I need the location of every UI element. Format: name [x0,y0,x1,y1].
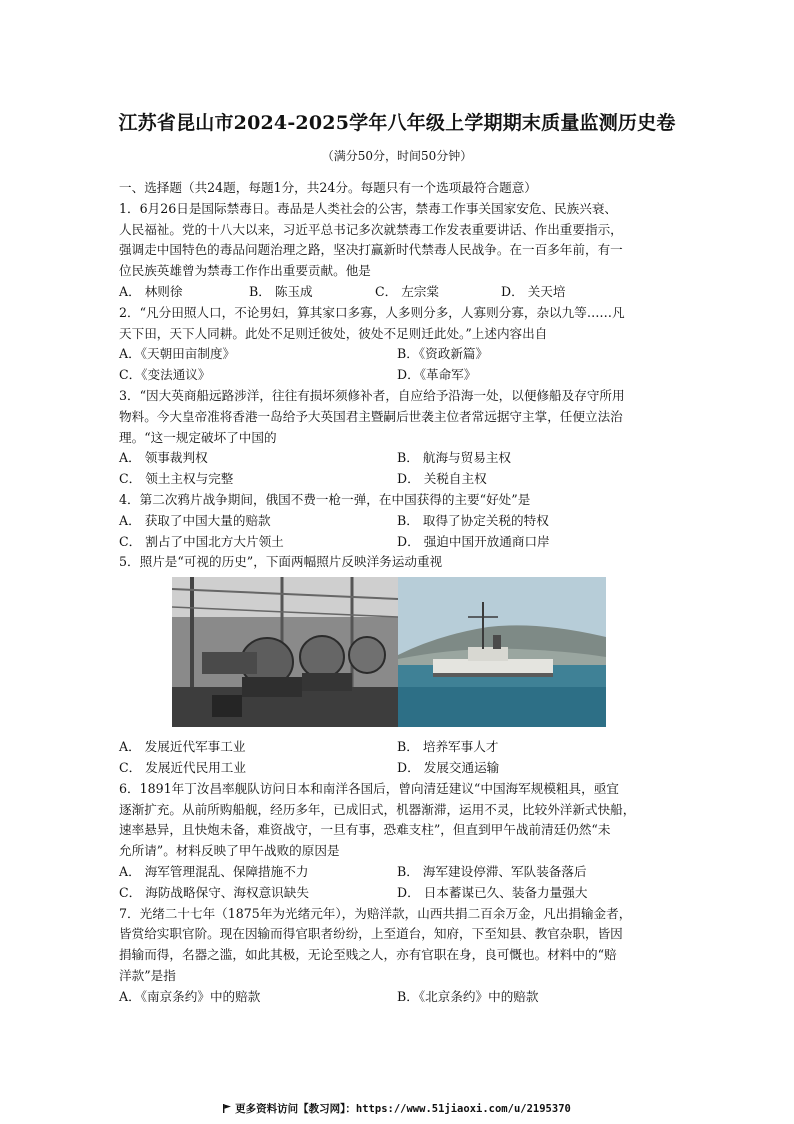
option-c: C．《变法通议》 [119,367,211,383]
option-d: D． 强迫中国开放通商口岸 [397,533,550,549]
options-row [119,448,679,469]
options-row [119,344,679,365]
question-3 [119,386,679,490]
question-text-line: 洋款”是指 [119,967,176,983]
page-subtitle: （满分50分，时间50分钟） [321,149,473,163]
question-text-line: 位民族英雄曾为禁毒工作作出重要贡献。他是 [119,263,371,279]
option-d: D．《革命军》 [397,367,477,383]
question-7 [119,904,679,1008]
question-1 [119,199,679,303]
options-row [119,365,679,386]
flag-icon [223,1104,231,1113]
page-title: 江苏省昆山市2024-2025学年八年级上学期期末质量监测历史卷 [118,112,676,134]
options-row [119,883,679,904]
option-c: C． 海防战略保守、海权意识缺失 [119,884,309,900]
question-text-line: 允所请”。材料反映了甲午战败的原因是 [119,843,340,859]
options-row [119,737,679,758]
question-text-line: 4．第二次鸦片战争期间，俄国不费一枪一弹，在中国获得的主要“好处”是 [119,491,531,507]
option-d: D． 关税自主权 [397,471,487,487]
section-heading: 一、选择题（共24题，每题1分，共24分。每题只有一个选项最符合题意） [119,180,537,195]
option-a: A．《南京条约》中的赔款 [119,988,261,1004]
question-text-line: 人民福祉。党的十八大以来，习近平总书记多次就禁毒工作发表重要讲话、作出重要指示， [119,221,623,237]
warship-illustration [398,577,606,727]
options-row [119,282,679,303]
arsenal-workshop-illustration [172,577,398,727]
question-text-line: 3．“因大英商船远路涉洋，往往有损坏须修补者，自应给予沿海一处，以便修船及存守所用 [119,387,625,403]
options-row [119,511,679,532]
question-text-line: 物料。今大皇帝准将香港一岛给予大英国君主暨嗣后世袭主位者常远据守主掌，任便立法治 [119,408,623,424]
question-text-line: 捐输而得，名器之滥，如此其极，无论至贱之人，亦有官职在身，良可慨也。材料中的“赔 [119,947,617,963]
exam-body [119,178,679,1008]
option-a: A． 林则徐 [119,283,183,299]
question-text-line: 逐渐扩充。从前所购船舰，经历多年，已成旧式，机器渐滞，运用不灵，比较外洋新式快船， [119,801,636,817]
options-row [119,862,679,883]
option-a: A．《天朝田亩制度》 [119,346,236,362]
option-c: C． 割占了中国北方大片领土 [119,533,284,549]
options-row [119,987,679,1008]
question-text-line: 1．6月26日是国际禁毒日。毒品是人类社会的公害，禁毒工作事关国家安危、民族兴衰、 [119,200,618,216]
option-b: B． 培养军事人才 [397,739,499,755]
question-text-line: 5．照片是“可视的历史”，下面两幅照片反映洋务运动重视 [119,554,443,570]
question-text-line: 天下田，天下人同耕。此处不足则迁彼处，彼处不足则迁此处。”上述内容出自 [119,325,548,341]
options-row [119,469,679,490]
option-b: B． 取得了协定关税的特权 [397,512,549,528]
arsenal-workshop-photo [172,577,398,727]
option-c: C． 左宗棠 [375,283,440,299]
question-text-line: 理。“这一规定破坏了中国的 [119,429,277,445]
question-text-line: 强调走中国特色的毒品问题治理之路，坚决打赢新时代禁毒人民战争。在一百多年前，有一 [119,242,623,258]
footer [0,1101,794,1116]
option-b: B． 海军建设停滞、军队装备落后 [397,863,587,879]
option-b: B．《北京条约》中的赔款 [397,988,539,1004]
question-text-line: 速率悬异，且快炮未备，难资战守，一旦有事，恐难支柱”，但直到甲午战前清廷仍然“未 [119,822,611,838]
options-row [119,758,679,779]
option-c: C． 领土主权与完整 [119,471,234,487]
option-a: A． 海军管理混乱、保障措施不力 [119,863,309,879]
question-text-line: 6．1891年丁汝昌率舰队访问日本和南洋各国后，曾向清廷建议“中国海军规模粗具，亟宜 [119,780,619,796]
question-2 [119,303,679,386]
options-row [119,532,679,553]
option-b: B． 航海与贸易主权 [397,450,512,466]
option-a: A． 发展近代军事工业 [119,739,246,755]
question-5-photos [172,577,606,735]
option-b: B． 陈玉成 [249,283,313,299]
option-d: D． 发展交通运输 [397,759,500,775]
question-4 [119,490,679,552]
question-text-line: 7．光绪二十七年（1875年为光绪元年），为赔洋款，山西共捐二百余万金，凡出捐输金者， [119,905,632,921]
option-c: C． 发展近代民用工业 [119,759,246,775]
question-text-line: 2．“凡分田照人口，不论男妇，算其家口多寡，人多则分多，人寡则分寡，杂以九等……凡 [119,304,625,320]
option-a: A． 获取了中国大量的赔款 [119,512,271,528]
option-d: D． 日本蓄谋已久、装备力量强大 [397,884,588,900]
option-b: B．《资政新篇》 [397,346,489,362]
question-6 [119,779,679,904]
question-5 [119,552,679,778]
option-a: A． 领事裁判权 [119,450,208,466]
option-d: D． 关天培 [501,283,566,299]
footer-link[interactable]: 更多资料访问【教习网】：https://www.51jiaoxi.com/u/2195370 [235,1103,571,1115]
question-text-line: 皆赏给实职官阶。现在因输而得官职者纷纷，上至道台，知府，下至知县、教官杂职，皆因 [119,926,623,942]
warship-photo [398,577,606,727]
